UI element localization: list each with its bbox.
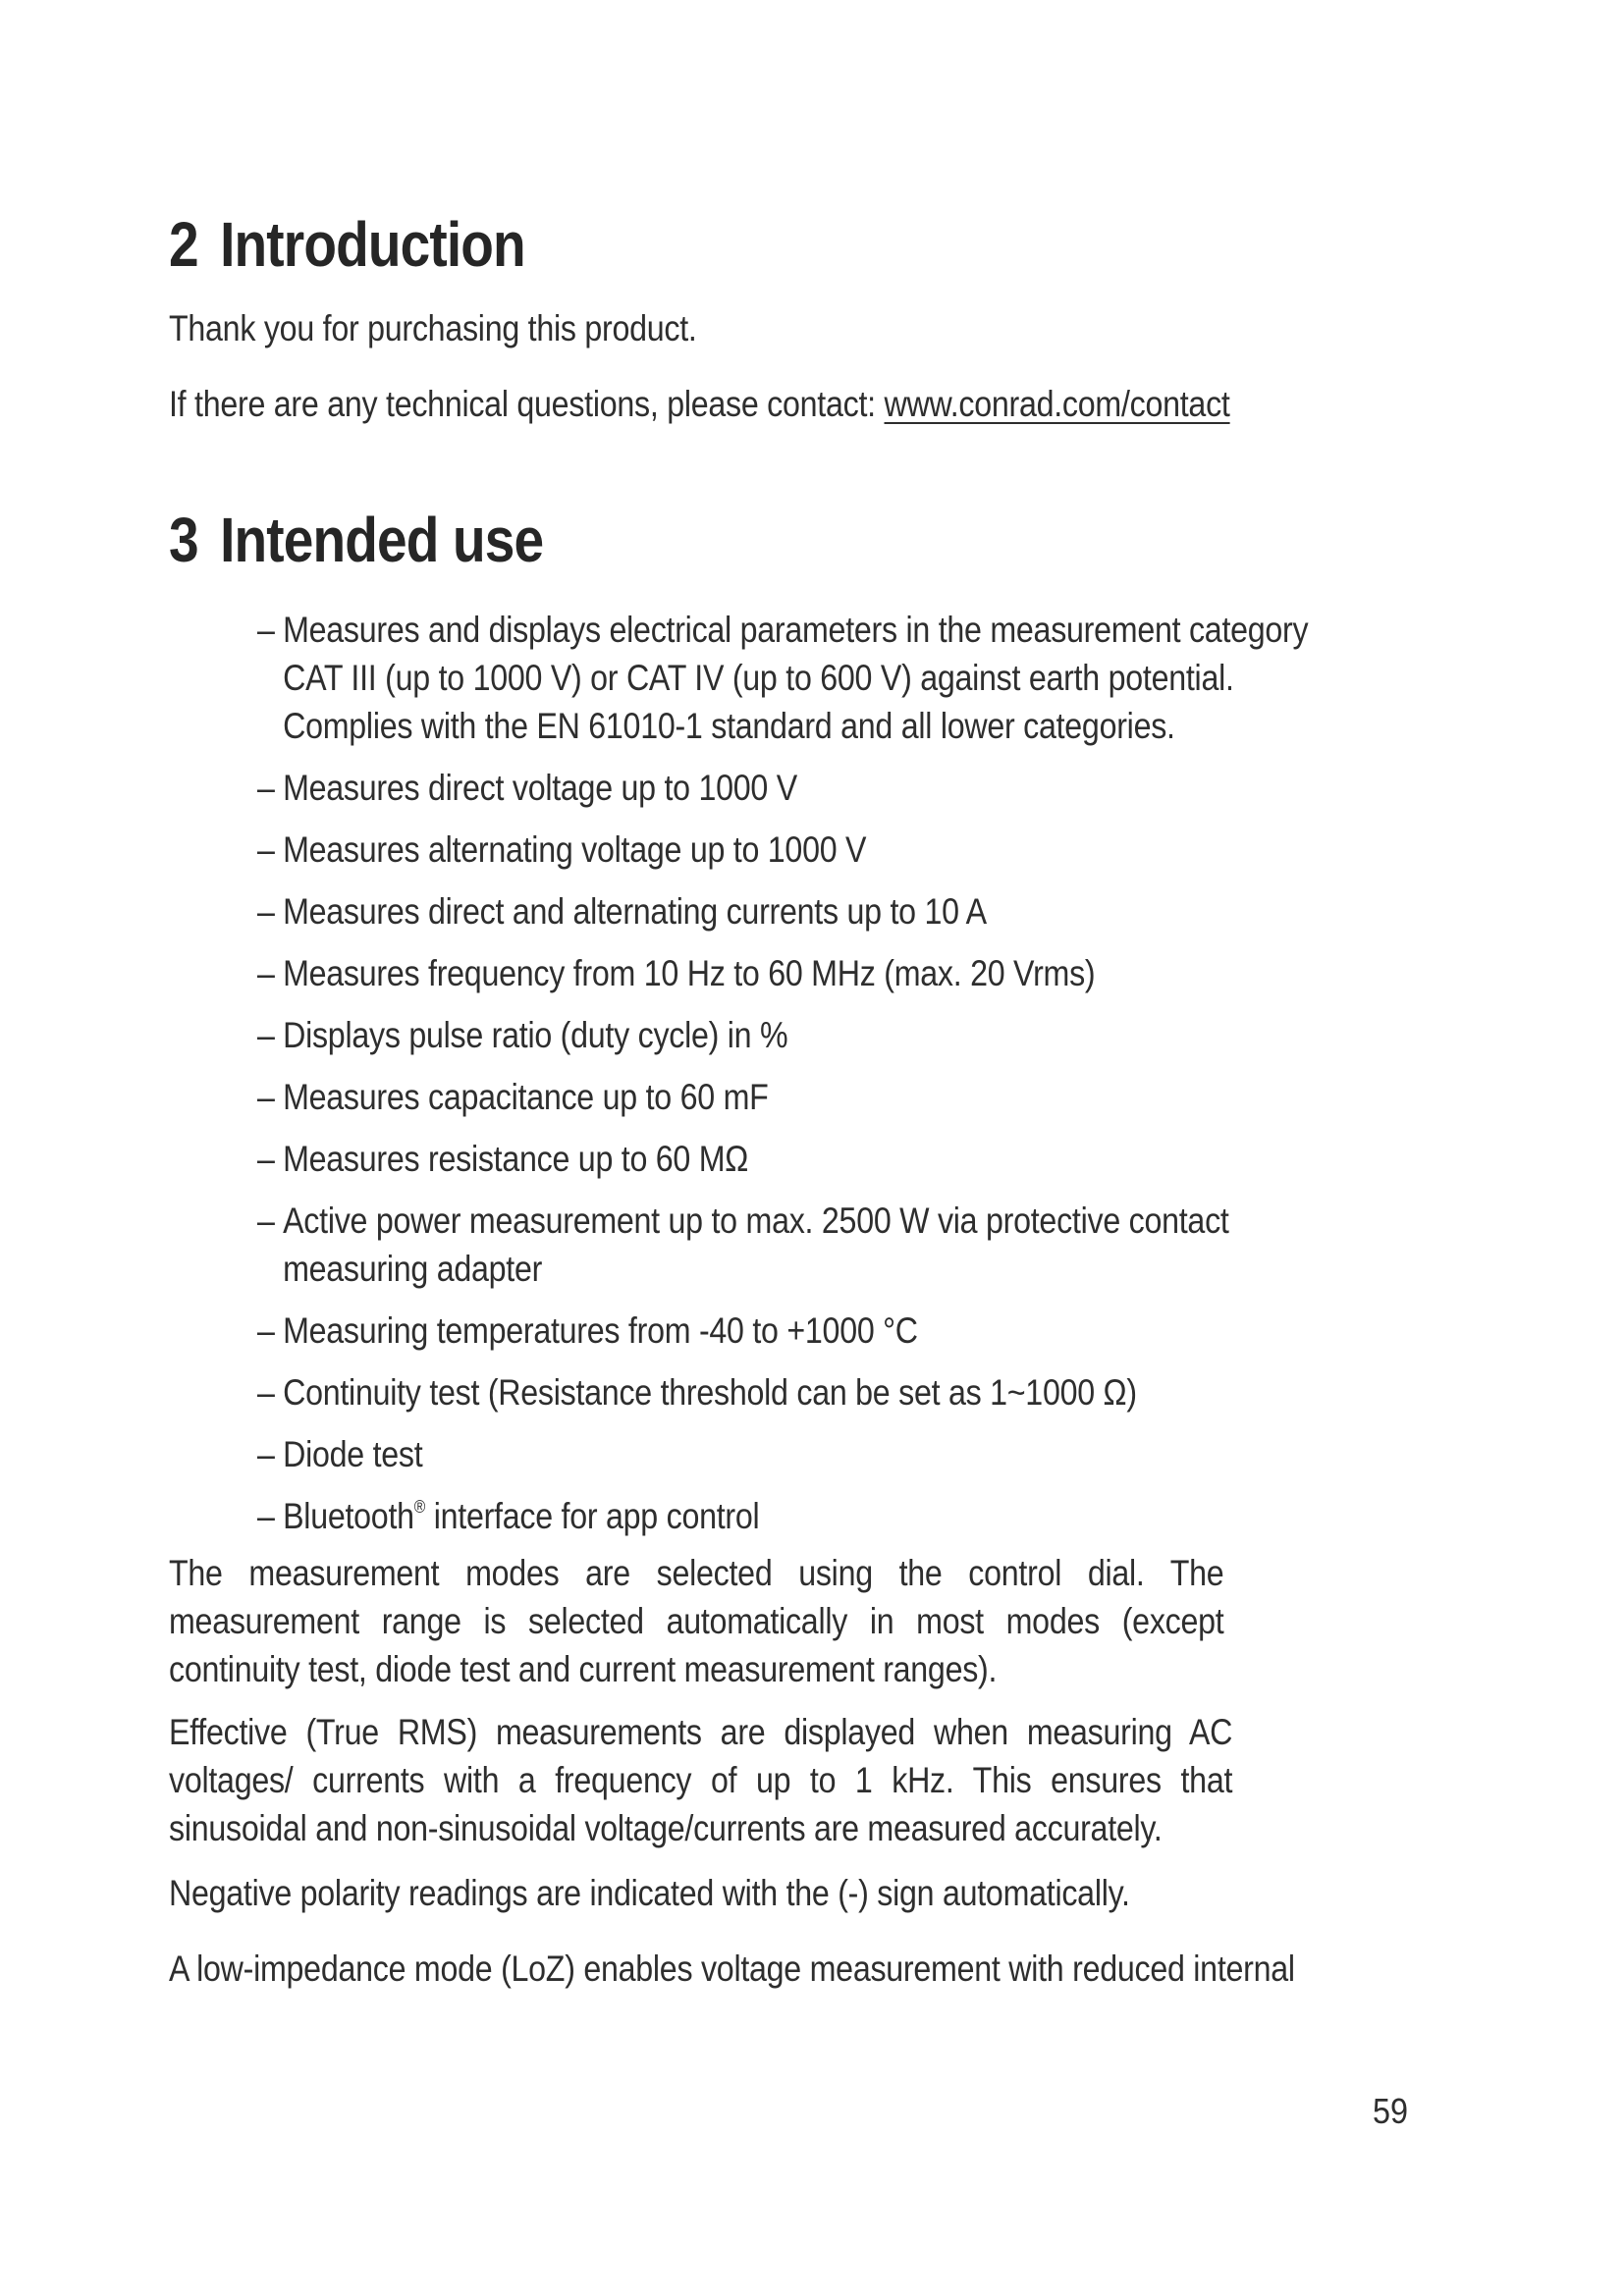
paragraph-control-dial: The measurement modes are selected using the control dial. The measurement range is selected automatically in most modes (except continuity test, diode test and current measurement ranges). bbox=[169, 1553, 1224, 1689]
list-item-bluetooth bbox=[257, 1492, 1326, 1540]
section-number: 2 bbox=[169, 209, 198, 280]
bluetooth-text: Bluetooth bbox=[283, 1496, 414, 1536]
section-heading-intended-use bbox=[169, 504, 543, 576]
list-item: – Continuity test (Resistance threshold can be set as 1~1000 Ω) bbox=[257, 1368, 1326, 1416]
list-item: – Measures frequency from 10 Hz to 60 MHz (max. 20 Vrms) bbox=[257, 949, 1326, 997]
registered-mark: ® bbox=[413, 1497, 426, 1517]
list-item: – Diode test bbox=[257, 1430, 1326, 1478]
paragraph-true-rms: Effective (True RMS) measurements are displayed when measuring AC voltages/ currents with a frequency of up to 1 kHz. This ensures that sinusoidal and non-sinusoidal voltage/currents are measured accurately. bbox=[169, 1712, 1233, 1848]
paragraph-low-impedance: A low-impedance mode (LoZ) enables voltage measurement with reduced internal bbox=[169, 1949, 1295, 1989]
contact-paragraph bbox=[169, 380, 1230, 428]
thank-you-text: Thank you for purchasing this product. bbox=[169, 308, 697, 348]
section-title: Intended use bbox=[220, 505, 544, 575]
paragraph-negative-polarity: Negative polarity readings are indicated with the (-) sign automatically. bbox=[169, 1873, 1130, 1913]
list-item: – Measures direct and alternating currents up to 10 A bbox=[257, 887, 1326, 935]
list-item: – Measures and displays electrical parameters in the measurement category CAT III (up to 1000 V) or CAT IV (up to 600 V) against earth potential. Complies with the EN 61010-1 standard and all lower categories. bbox=[257, 606, 1326, 750]
section-number: 3 bbox=[169, 505, 198, 575]
list-item: – Measures alternating voltage up to 1000 V bbox=[257, 826, 1326, 874]
list-item: – Active power measurement up to max. 2500 W via protective contact measuring adapter bbox=[257, 1197, 1326, 1293]
list-item: – Displays pulse ratio (duty cycle) in % bbox=[257, 1011, 1326, 1059]
intended-use-list bbox=[257, 606, 1326, 1554]
list-item: – Measuring temperatures from -40 to +1000 °C bbox=[257, 1307, 1326, 1355]
bluetooth-text-rest: interface for app control bbox=[425, 1496, 760, 1536]
section-heading-introduction bbox=[169, 208, 525, 281]
section-title: Introduction bbox=[220, 209, 525, 280]
list-item: – Measures resistance up to 60 MΩ bbox=[257, 1135, 1326, 1183]
page-number: 59 bbox=[1373, 2091, 1409, 2131]
contact-text: If there are any technical questions, please contact: bbox=[169, 384, 885, 424]
contact-link[interactable]: www.conrad.com/contact bbox=[884, 384, 1230, 424]
list-item: – Measures direct voltage up to 1000 V bbox=[257, 764, 1326, 812]
list-item: – Measures capacitance up to 60 mF bbox=[257, 1073, 1326, 1121]
